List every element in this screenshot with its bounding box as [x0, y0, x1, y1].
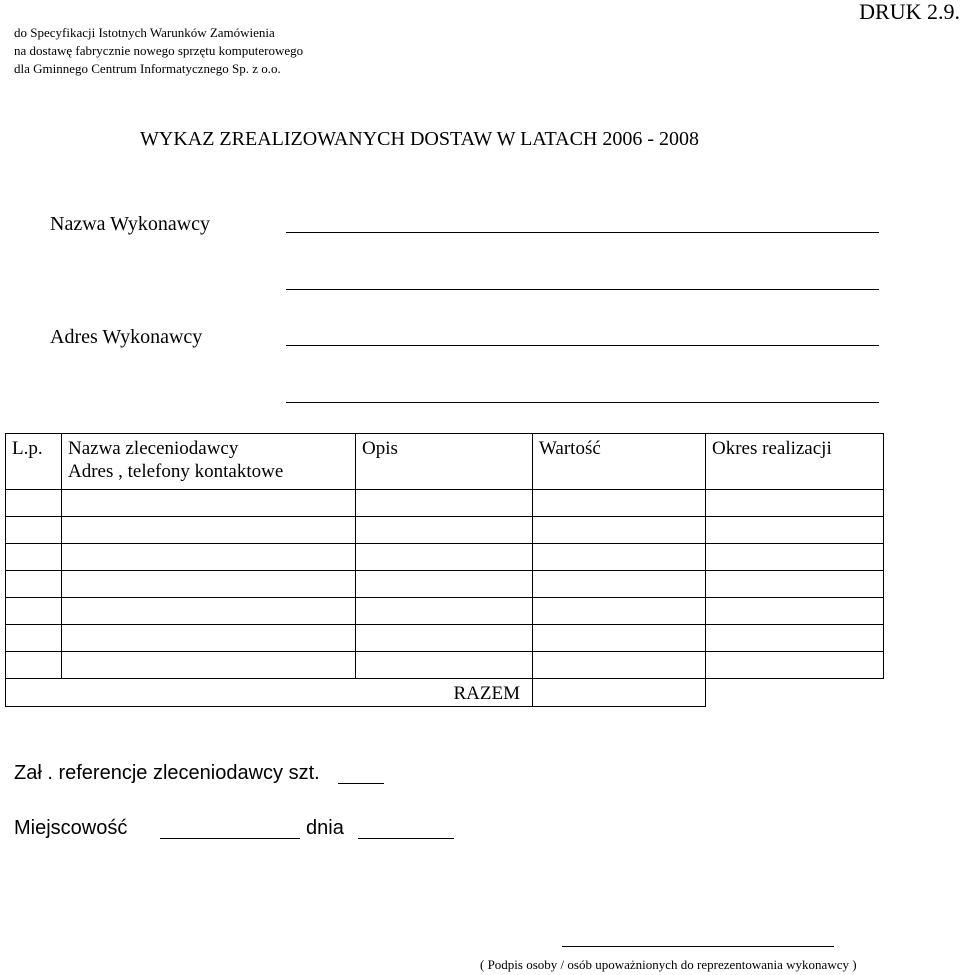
- cell-description[interactable]: [356, 490, 533, 517]
- cell-description[interactable]: [356, 625, 533, 652]
- cell-lp[interactable]: [6, 490, 62, 517]
- cell-client[interactable]: [62, 517, 356, 544]
- cell-period[interactable]: [706, 544, 884, 571]
- cell-value[interactable]: [533, 544, 706, 571]
- attachments-count-field[interactable]: [338, 783, 384, 784]
- page-title: WYKAZ ZREALIZOWANYCH DOSTAW W LATACH 2006 - 2008: [140, 128, 700, 150]
- cell-value[interactable]: [533, 517, 706, 544]
- place-field[interactable]: [160, 838, 300, 839]
- cell-period[interactable]: [706, 652, 884, 679]
- cell-description[interactable]: [356, 652, 533, 679]
- table-row: [6, 598, 884, 625]
- table-row: [6, 517, 884, 544]
- header-lp: L.p.: [6, 434, 62, 490]
- table-row: [6, 571, 884, 598]
- cell-lp[interactable]: [6, 625, 62, 652]
- attachments-label: Zał . referencje zleceniodawcy szt.: [14, 762, 320, 784]
- header-line-1: do Specyfikacji Istotnych Warunków Zamówienia: [14, 25, 275, 40]
- cell-client[interactable]: [62, 571, 356, 598]
- form-number: DRUK 2.9.: [859, 0, 960, 24]
- place-label: Miejscowość: [14, 817, 128, 839]
- header-line-2: na dostawę fabrycznie nowego sprzętu komputerowego: [14, 43, 304, 58]
- table-total-row: [6, 679, 884, 707]
- table-row: [6, 652, 884, 679]
- contractor-name-label: Nazwa Wykonawcy: [50, 213, 211, 235]
- cell-client[interactable]: [62, 544, 356, 571]
- cell-lp[interactable]: [6, 517, 62, 544]
- signature-line[interactable]: [562, 946, 834, 947]
- contractor-address-label: Adres Wykonawcy: [50, 326, 203, 348]
- cell-client[interactable]: [62, 625, 356, 652]
- deliveries-table: [5, 433, 884, 707]
- header-period: Okres realizacji: [706, 434, 884, 490]
- cell-description[interactable]: [356, 571, 533, 598]
- contractor-name-field[interactable]: [286, 232, 879, 233]
- cell-value[interactable]: [533, 571, 706, 598]
- cell-period[interactable]: [706, 490, 884, 517]
- contractor-address-field-2[interactable]: [286, 402, 879, 403]
- cell-lp[interactable]: [6, 598, 62, 625]
- header-description: Opis: [356, 434, 533, 490]
- table-row: [6, 490, 884, 517]
- header-client: Nazwa zleceniodawcy Adres , telefony kontaktowe: [62, 434, 356, 490]
- cell-value[interactable]: [533, 652, 706, 679]
- cell-description[interactable]: [356, 517, 533, 544]
- cell-description[interactable]: [356, 544, 533, 571]
- cell-description[interactable]: [356, 598, 533, 625]
- header-value: Wartość: [533, 434, 706, 490]
- cell-value[interactable]: [533, 598, 706, 625]
- cell-client[interactable]: [62, 652, 356, 679]
- signature-note: ( Podpis osoby / osób upoważnionych do reprezentowania wykonawcy ): [480, 957, 857, 972]
- total-value-cell[interactable]: [533, 679, 706, 707]
- cell-value[interactable]: [533, 625, 706, 652]
- cell-period[interactable]: [706, 598, 884, 625]
- cell-client[interactable]: [62, 490, 356, 517]
- cell-lp[interactable]: [6, 652, 62, 679]
- cell-value[interactable]: [533, 490, 706, 517]
- table-header-row: [6, 434, 884, 490]
- total-label-cell: RAZEM: [6, 679, 533, 707]
- cell-period[interactable]: [706, 625, 884, 652]
- cell-lp[interactable]: [6, 544, 62, 571]
- table-row: [6, 544, 884, 571]
- cell-period[interactable]: [706, 571, 884, 598]
- contractor-name-field-2[interactable]: [286, 289, 879, 290]
- contractor-address-field[interactable]: [286, 345, 879, 346]
- cell-client[interactable]: [62, 598, 356, 625]
- cell-lp[interactable]: [6, 571, 62, 598]
- date-field[interactable]: [358, 838, 454, 839]
- date-label: dnia: [306, 817, 344, 839]
- cell-period[interactable]: [706, 517, 884, 544]
- header-line-3: dla Gminnego Centrum Informatycznego Sp. z o.o.: [14, 61, 281, 76]
- table-row: [6, 625, 884, 652]
